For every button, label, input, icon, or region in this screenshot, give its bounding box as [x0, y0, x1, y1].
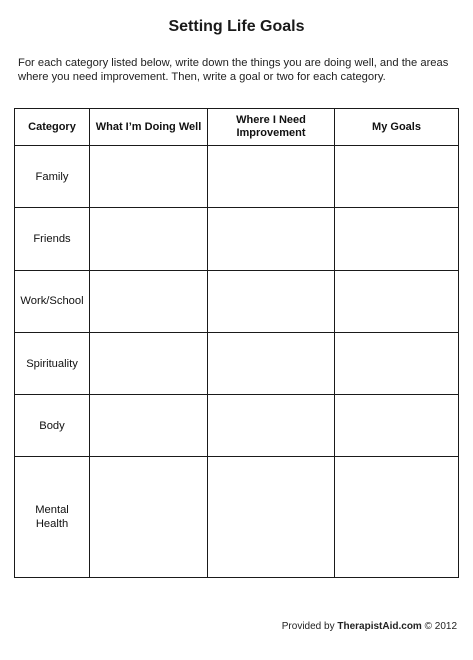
footer-copyright: © 2012 — [421, 621, 457, 632]
friends-doing-well-cell[interactable] — [90, 208, 208, 270]
work-school-doing-well-cell[interactable] — [90, 270, 208, 332]
spirituality-goals-cell[interactable] — [335, 332, 459, 394]
footer-prefix: Provided by — [281, 621, 338, 632]
worksheet-title: Setting Life Goals — [168, 18, 305, 35]
table-row-spirituality — [15, 332, 459, 394]
footer-site-name: TherapistAid.com — [337, 621, 422, 632]
body-goals-cell[interactable] — [335, 395, 459, 457]
spirituality-need-improvement-cell[interactable] — [208, 332, 335, 394]
mental-health-need-improvement-cell[interactable] — [208, 457, 335, 578]
mental-health-goals-cell[interactable] — [335, 457, 459, 578]
table-row-work-school — [15, 270, 459, 332]
family-need-improvement-cell[interactable] — [208, 146, 335, 208]
work-school-need-improvement-cell[interactable] — [208, 270, 335, 332]
table-row-body — [15, 395, 459, 457]
category-label-spirituality: Spirituality — [15, 332, 90, 394]
friends-need-improvement-cell[interactable] — [208, 208, 335, 270]
category-label-mental-health: Mental Health — [15, 457, 90, 578]
table-header-row — [15, 109, 459, 146]
work-school-goals-cell[interactable] — [335, 270, 459, 332]
table-row-family — [15, 146, 459, 208]
table-row-mental-health — [15, 457, 459, 578]
body-doing-well-cell[interactable] — [90, 395, 208, 457]
body-need-improvement-cell[interactable] — [208, 395, 335, 457]
family-doing-well-cell[interactable] — [90, 146, 208, 208]
mental-health-doing-well-cell[interactable] — [90, 457, 208, 578]
life-goals-table — [14, 108, 459, 578]
category-label-friends: Friends — [15, 208, 90, 270]
friends-goals-cell[interactable] — [335, 208, 459, 270]
spirituality-doing-well-cell[interactable] — [90, 332, 208, 394]
column-header-category: Category — [15, 109, 90, 146]
category-label-work-school: Work/School — [15, 270, 90, 332]
worksheet-instructions: For each category listed below, write down the things you are doing well, and the areas where you need improvement. Then, write a goal or two for each category. — [18, 57, 449, 83]
column-header-my-goals: My Goals — [335, 109, 459, 146]
column-header-need-improvement: Where I Need Improvement — [208, 109, 335, 146]
column-header-doing-well: What I’m Doing Well — [90, 109, 208, 146]
category-label-body: Body — [15, 395, 90, 457]
table-row-friends — [15, 208, 459, 270]
family-goals-cell[interactable] — [335, 146, 459, 208]
category-label-family: Family — [15, 146, 90, 208]
provided-by-footer — [282, 621, 457, 632]
